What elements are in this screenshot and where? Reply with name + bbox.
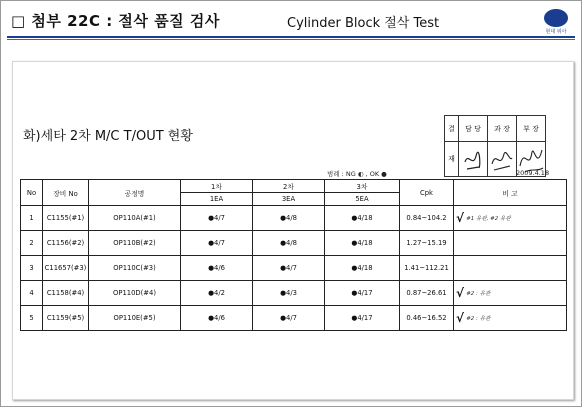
header-rule-accent [7, 39, 575, 40]
cell-stage2: ●4/8 [253, 231, 325, 256]
cell-stage1: ●4/2 [181, 281, 253, 306]
cell-process: OP110D(#4) [89, 281, 181, 306]
cell-stage1: ●4/7 [181, 231, 253, 256]
cell-stage3: ●4/18 [325, 206, 400, 231]
cell-process: OP110B(#2) [89, 231, 181, 256]
cell-no: 2 [21, 231, 43, 256]
table-row [21, 256, 567, 281]
approval-label-top: 결 [445, 116, 459, 142]
table-row [21, 281, 567, 306]
col-header-stage1: 1차 [181, 180, 253, 193]
sub-header-3ea: 3EA [253, 193, 325, 206]
check-mark-icon: √ [456, 211, 465, 225]
cell-cpk: 0.84~104.2 [400, 206, 454, 231]
remark-note: #2 : 유관 [466, 316, 491, 322]
cell-equip: C11657(#3) [43, 256, 89, 281]
cell-equip: C1158(#4) [43, 281, 89, 306]
col-header-cpk: Cpk [400, 180, 454, 206]
logo-text: 현대 위아 [545, 29, 567, 35]
cell-equip: C1159(#5) [43, 306, 89, 331]
cell-stage3: ●4/17 [325, 281, 400, 306]
col-header-no: No [21, 180, 43, 206]
cell-process: OP110A(#1) [89, 206, 181, 231]
cell-cpk: 1.27~15.19 [400, 231, 454, 256]
check-mark-icon: √ [456, 311, 465, 325]
cell-stage1: ●4/7 [181, 206, 253, 231]
remark-note: #2 : 유관 [466, 291, 491, 297]
col-header-stage2: 2차 [253, 180, 325, 193]
approval-box [444, 115, 546, 177]
col-header-stage3: 3차 [325, 180, 400, 193]
sub-header-1ea: 1EA [181, 193, 253, 206]
legend-text: 범례 : NG ◐ , OK ● [327, 170, 387, 178]
cell-remark [454, 256, 567, 281]
signature-staff-icon [459, 142, 488, 177]
slide-title: □ 첨부 22C : 절삭 품질 검사 [11, 12, 220, 30]
approval-header-manager: 과 장 [488, 116, 517, 142]
cell-cpk: 0.87~26.61 [400, 281, 454, 306]
table-row [21, 306, 567, 331]
cell-process: OP110C(#3) [89, 256, 181, 281]
cell-no: 5 [21, 306, 43, 331]
inspection-table [20, 179, 567, 331]
cell-stage2: ●4/3 [253, 281, 325, 306]
approval-header-director: 부 장 [517, 116, 546, 142]
cell-stage2: ●4/8 [253, 206, 325, 231]
cell-cpk: 0.46~16.52 [400, 306, 454, 331]
approval-label-bottom: 재 [445, 142, 459, 177]
cell-equip: C1155(#1) [43, 206, 89, 231]
cell-stage2: ●4/7 [253, 306, 325, 331]
cell-remark [454, 281, 567, 306]
document-title: 화)세타 2차 M/C T/OUT 현황 [23, 129, 193, 144]
cell-no: 4 [21, 281, 43, 306]
logo-emblem-icon [544, 9, 568, 27]
cell-stage3: ●4/18 [325, 231, 400, 256]
cell-remark [454, 306, 567, 331]
document-date: 2009.4.18 [516, 169, 550, 177]
col-header-remark: 비 고 [454, 180, 567, 206]
cell-stage3: ●4/18 [325, 256, 400, 281]
cell-stage3: ●4/17 [325, 306, 400, 331]
table-row [21, 206, 567, 231]
header-rule [7, 36, 575, 38]
slide-subtitle: Cylinder Block 절삭 Test [287, 16, 440, 31]
company-logo-icon [539, 9, 573, 37]
cell-no: 1 [21, 206, 43, 231]
approval-header-staff: 담 당 [459, 116, 488, 142]
cell-remark [454, 231, 567, 256]
remark-note: #1 유관, #2 유관 [466, 216, 511, 222]
cell-remark [454, 206, 567, 231]
cell-equip: C1156(#2) [43, 231, 89, 256]
signature-manager-icon [488, 142, 517, 177]
cell-no: 3 [21, 256, 43, 281]
col-header-process: 공정명 [89, 180, 181, 206]
table-header-row [21, 180, 567, 193]
slide-header [5, 7, 579, 35]
sub-header-5ea: 5EA [325, 193, 400, 206]
cell-stage2: ●4/7 [253, 256, 325, 281]
cell-stage1: ●4/6 [181, 306, 253, 331]
cell-stage1: ●4/6 [181, 256, 253, 281]
table-row [21, 231, 567, 256]
check-mark-icon: √ [456, 286, 465, 300]
cell-cpk: 1.41~112.21 [400, 256, 454, 281]
col-header-equip: 장비 No [43, 180, 89, 206]
cell-process: OP110E(#5) [89, 306, 181, 331]
